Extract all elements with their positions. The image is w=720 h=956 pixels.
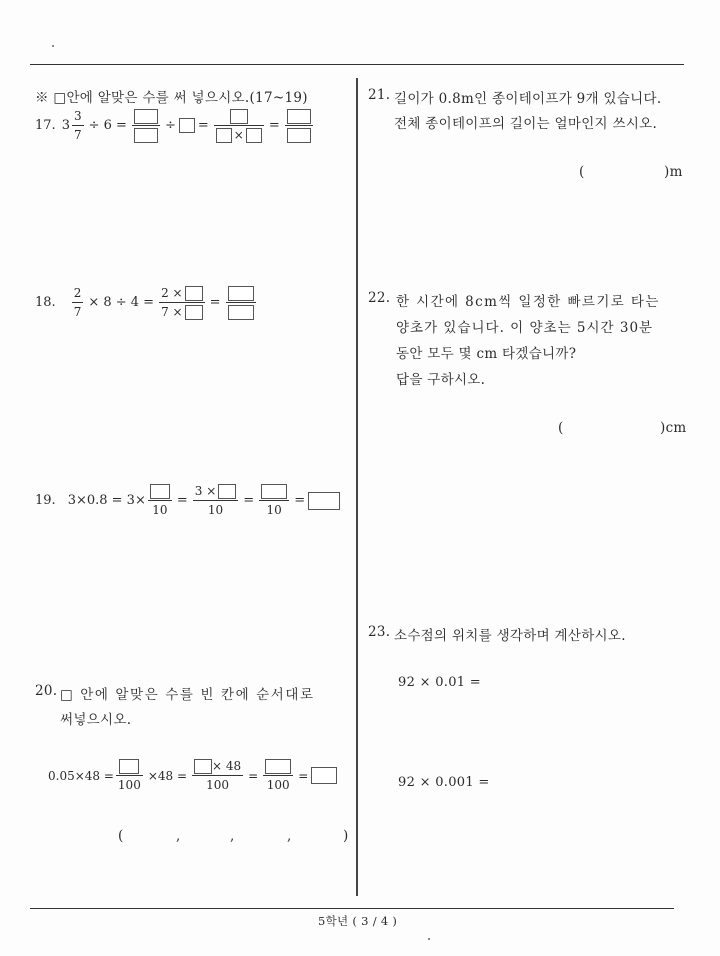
- q18-fraction: $\frac{2}{7}$: [73, 286, 82, 319]
- answer-box[interactable]: [311, 767, 337, 784]
- q17-number: 17.: [35, 118, 56, 133]
- answer-box[interactable]: [218, 484, 236, 499]
- question-18: [35, 285, 258, 320]
- q23-expr1[interactable]: 92 × 0.01 =: [398, 675, 481, 690]
- q18-number: 18.: [35, 295, 56, 310]
- answer-box[interactable]: [261, 484, 287, 499]
- q21-line1: 길이가 0.8m인 종이테이프가 9개 있습니다.: [394, 91, 662, 107]
- q21-number: 21.: [368, 87, 391, 103]
- answer-box[interactable]: [179, 118, 195, 133]
- q19-blank-fraction-2: $\frac{3 \times}{10}$: [193, 483, 239, 518]
- question-20-equation: 0.05×48 = 100 ×48 = $\frac{\times 48}{100}$ = 100 =: [48, 758, 337, 793]
- q20-answer-close: ): [343, 828, 349, 844]
- q20-text-line2: 써넣으시오.: [60, 712, 132, 728]
- answer-box[interactable]: [228, 286, 254, 301]
- q22-answer-unit[interactable]: )cm: [660, 420, 687, 436]
- answer-box[interactable]: [230, 109, 248, 124]
- answer-box[interactable]: [287, 109, 311, 124]
- q23-number: 23.: [368, 624, 391, 640]
- answer-box[interactable]: [119, 759, 139, 774]
- q17-op3: =: [197, 118, 209, 133]
- answer-box[interactable]: [246, 128, 262, 143]
- q20-text-line1: □ 안에 알맞은 수를 빈 칸에 순서대로: [60, 687, 315, 703]
- q20-lhs: 0.05×48 =: [48, 768, 114, 783]
- q22-line3: 동안 모두 몇 cm 타겠습니까?: [396, 346, 577, 362]
- bottom-rule: [30, 908, 674, 909]
- answer-box[interactable]: [194, 759, 212, 774]
- q22-answer-open: (: [558, 420, 564, 436]
- q18-ops: × 8 ÷ 4 =: [88, 295, 155, 310]
- q21-answer-unit[interactable]: )m: [664, 164, 683, 180]
- q17-blank-fraction-1: [132, 108, 160, 143]
- q20-blank-fraction-1: 100: [116, 758, 143, 793]
- q20-number: 20.: [35, 683, 58, 699]
- q18-blank-fraction-2: [226, 285, 256, 320]
- q17-blank-fraction-2: ×: [214, 108, 264, 143]
- answer-box[interactable]: [185, 305, 203, 320]
- q17-op2: ÷: [164, 118, 176, 133]
- q19-lhs: 3×0.8 = 3×: [67, 493, 146, 508]
- speck: [428, 938, 430, 940]
- q21-line2: 전체 종이테이프의 길이는 얼마인지 쓰시오.: [394, 116, 658, 132]
- q23-expr2[interactable]: 92 × 0.001 =: [398, 775, 490, 790]
- answer-box[interactable]: [185, 286, 203, 301]
- q20-answer-comma-3[interactable]: ,: [287, 828, 292, 844]
- q19-number: 19.: [35, 493, 56, 508]
- answer-box[interactable]: [287, 128, 311, 143]
- q20-answer-comma-2[interactable]: ,: [230, 828, 235, 844]
- answer-box[interactable]: [265, 759, 291, 774]
- q17-blank-fraction-3: [285, 108, 313, 143]
- q22-line2: 양초가 있습니다. 이 양초는 5시간 30분: [396, 320, 654, 336]
- q17-mixed-fraction: $\frac{3}{7}$: [73, 109, 82, 142]
- question-17: [35, 108, 315, 143]
- page-footer: 5학년 ( 3 / 4 ): [318, 914, 398, 928]
- answer-box[interactable]: [308, 492, 340, 510]
- top-rule: [30, 64, 684, 65]
- q20-answer-comma-1[interactable]: ,: [176, 828, 181, 844]
- answer-box[interactable]: [134, 128, 158, 143]
- q17-op1: ÷ 6 =: [88, 118, 127, 133]
- q17-eq: =: [268, 118, 280, 133]
- q20-blank-fraction-3: 100: [263, 758, 293, 793]
- q20-answer-open: (: [118, 828, 124, 844]
- q17-whole: 3: [61, 118, 70, 133]
- q23-line1: 소수점의 위치를 생각하며 계산하시오.: [394, 628, 626, 644]
- speck: [52, 45, 54, 47]
- q22-number: 22.: [368, 290, 391, 306]
- instruction-17-19: ※ □안에 알맞은 수를 써 넣으시오.(17~19): [35, 90, 308, 106]
- question-19: 19. 3×0.8 = 3× 10 = $\frac{3 \times}{10}$ = 10 =: [35, 483, 340, 518]
- q19-blank-fraction-1: 10: [148, 483, 172, 518]
- q18-eq: =: [209, 295, 221, 310]
- column-divider: [356, 78, 358, 896]
- answer-box[interactable]: [150, 484, 170, 499]
- q21-answer-open: (: [579, 164, 585, 180]
- q19-blank-fraction-3: 10: [259, 483, 289, 518]
- answer-box[interactable]: [134, 109, 158, 124]
- q18-blank-fraction-1: $\frac{2 \times}{7 \times}$: [159, 285, 205, 320]
- q22-line4: 답을 구하시오.: [396, 372, 486, 388]
- answer-box[interactable]: [228, 305, 254, 320]
- q20-times48: ×48 =: [147, 768, 188, 783]
- answer-box[interactable]: [216, 128, 232, 143]
- q20-blank-fraction-2: $\frac{\times 48}{100}$: [192, 758, 243, 793]
- q22-line1: 한 시간에 8cm씩 일정한 빠르기로 타는: [396, 294, 660, 310]
